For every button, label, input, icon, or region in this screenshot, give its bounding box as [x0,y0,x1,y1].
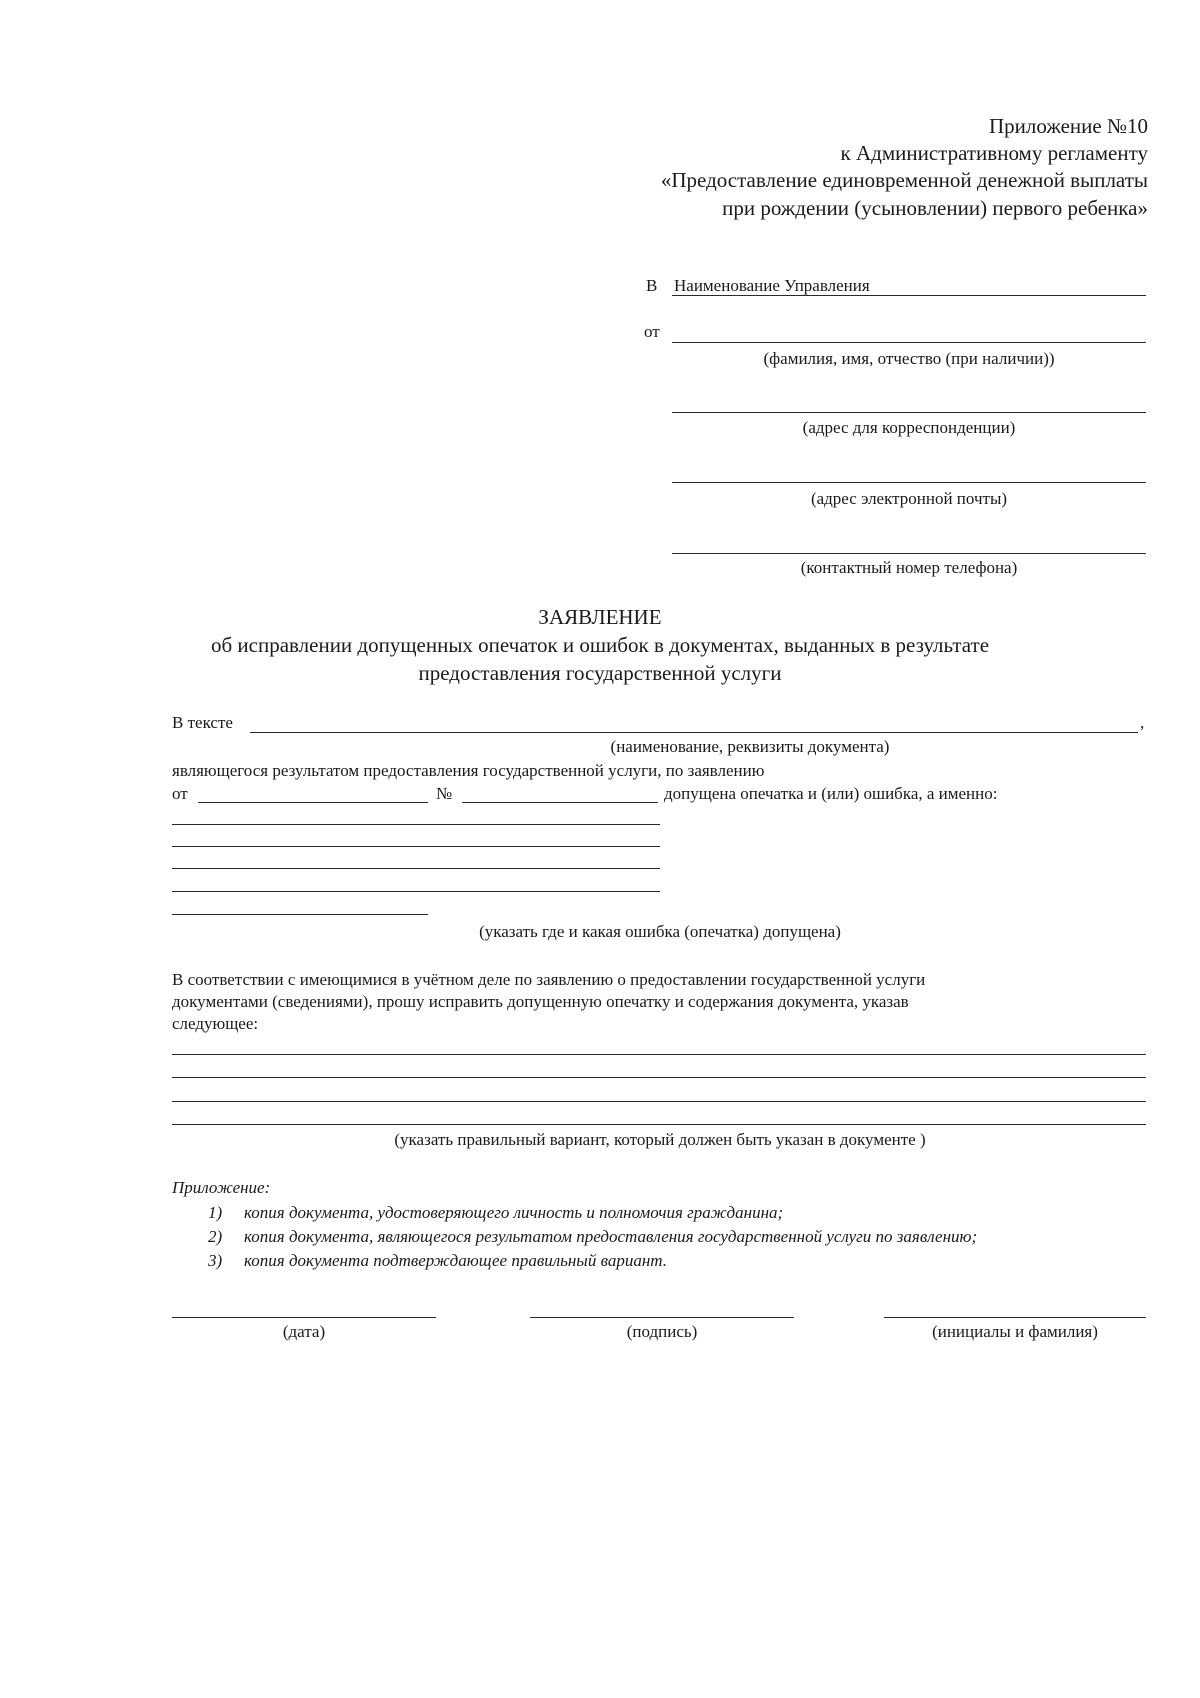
from-label: от [644,322,660,341]
correct-field-line-3[interactable] [172,1101,1146,1102]
caption-signature: (подпись) [626,1322,698,1341]
correct-field-line-2[interactable] [172,1077,1146,1078]
fio-field-line[interactable] [672,342,1146,343]
caption-phone: (контактный номер телефона) [800,558,1018,577]
caption-address: (адрес для корреспонденции) [802,418,1016,437]
attachment-1-text: копия документа, удостоверяющего личность и полномочия гражданина; [244,1203,784,1222]
to-field-line[interactable] [672,295,1146,296]
caption-date: (дата) [282,1322,326,1341]
number-label: № [436,784,453,803]
caption-error: (указать где и какая ошибка (опечатка) допущена) [479,922,841,941]
request-paragraph-line-3: следующее: [172,1014,259,1033]
header-regulation: к Административному регламенту [840,141,1148,165]
error-field-line-4[interactable] [172,891,660,892]
request-paragraph-line-2: документами (сведениями), прошу исправить допущенную опечатку и содержания документа, указав [172,992,909,1011]
caption-correct: (указать правильный вариант, который должен быть указан в документе ) [394,1130,926,1149]
result-line-text: являющегося результатом предоставления государственной услуги, по заявлению [172,761,765,780]
correct-field-line-1[interactable] [172,1054,1146,1055]
error-intro-text: допущена опечатка и (или) ошибка, а именно: [664,784,998,803]
header-service-name: «Предоставление единовременной денежной выплаты [660,168,1148,192]
in-text-label: В тексте [172,713,233,732]
name-signature-line[interactable] [884,1317,1146,1318]
caption-email: (адрес электронной почты) [810,489,1008,508]
document-subtitle-2: предоставления государственной услуги [418,661,782,685]
signature-line[interactable] [530,1317,794,1318]
date-signature-line[interactable] [172,1317,436,1318]
to-value: Наименование Управления [674,276,870,295]
application-number-field-line[interactable] [462,802,658,803]
error-field-line-5[interactable] [172,914,428,915]
attachment-2-number: 2) [208,1227,223,1246]
to-label: В [646,276,658,295]
document-subtitle-1: об исправлении допущенных опечаток и ошибок в документах, выданных в результате [210,633,990,657]
attachments-heading: Приложение: [172,1178,271,1197]
attachment-3-text: копия документа подтверждающее правильный вариант. [244,1251,667,1270]
request-paragraph-line-1: В соответствии с имеющимися в учётном деле по заявлению о предоставлении государственной услуги [172,970,926,989]
attachment-2-text: копия документа, являющегося результатом предоставления государственной услуги по заявлению; [244,1227,978,1246]
application-date-field-line[interactable] [198,802,428,803]
header-appendix-number: Приложение №10 [989,114,1148,138]
error-field-line-2[interactable] [172,846,660,847]
attachment-1-number: 1) [208,1203,223,1222]
error-field-line-1[interactable] [172,824,660,825]
document-name-field-line[interactable] [250,732,1138,733]
date-from-label: от [172,784,188,803]
attachment-3-number: 3) [208,1251,223,1270]
caption-name: (инициалы и фамилия) [932,1322,1098,1341]
email-field-line[interactable] [672,482,1146,483]
error-field-line-3[interactable] [172,868,660,869]
caption-document: (наименование, реквизиты документа) [610,737,890,756]
document-title: ЗАЯВЛЕНИЕ [538,605,662,629]
caption-fio: (фамилия, имя, отчество (при наличии)) [763,349,1055,368]
address-field-line[interactable] [672,412,1146,413]
correct-field-line-4[interactable] [172,1124,1146,1125]
header-service-name-cont: при рождении (усыновлении) первого ребенка» [722,196,1148,220]
phone-field-line[interactable] [672,553,1146,554]
comma: , [1140,713,1145,732]
